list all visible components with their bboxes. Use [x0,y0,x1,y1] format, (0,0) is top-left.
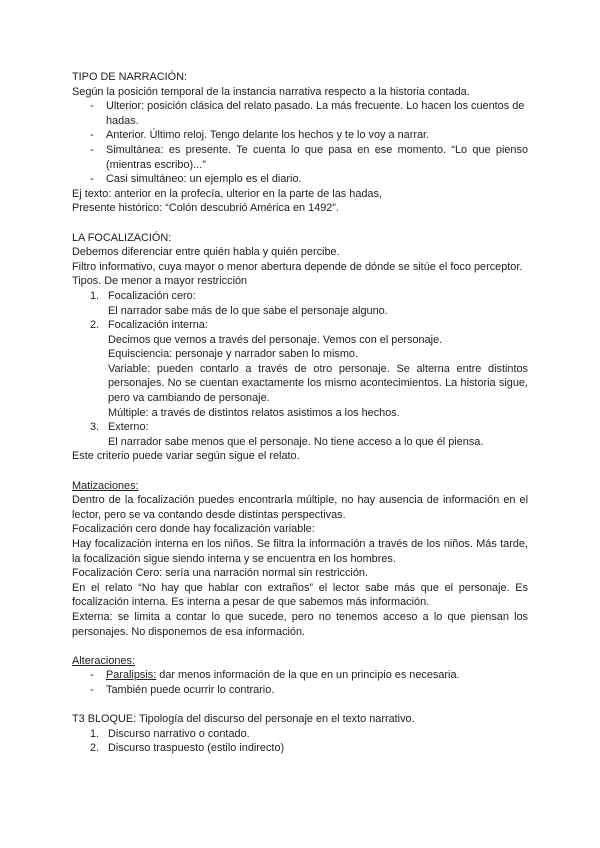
list-item: - Ulterior: posición clásica del relato pasado. La más frecuente. Lo hacen los cuentos de hadas. [90,100,525,127]
list-item: - Anterior. Último reloj. Tengo delante los hechos y te lo voy a narrar. [90,129,430,142]
list-item-detail: El narrador sabe menos que el personaje. No tiene acceso a lo que él piensa. [108,435,484,448]
list-item: - Casi simultáneo: un ejemplo es el diario. [90,173,302,186]
tipos-label: Tipos. De menor a mayor restricción [72,275,248,288]
tipo-narracion-intro: Según la posición temporal de la instancia narrativa respecto a la historia contada. [72,85,470,98]
list-item: - También puede ocurrir lo contrario. [90,683,275,696]
list-item-detail: Decimos que vemos a través del personaje. Vemos con el personaje. [108,333,443,346]
alteraciones-heading: Alteraciones: [72,654,135,667]
list-item: 2. Focalización interna: [90,319,208,332]
presente-historico: Presente histórico: “Colón descubrió América en 1492”. [72,202,339,215]
dash-bullet: - [90,669,94,682]
list-number: 1. [90,727,100,740]
dash-bullet: - [90,100,94,113]
paragraph: En el relato “No hay que hablar con extraños” el lector sabe más que el personaje. Es focalización interna. Es interna a pesar de que sabemos más información. [72,581,528,609]
dash-bullet: - [90,143,94,156]
document-page [72,70,528,756]
paragraph: Filtro informativo, cuya mayor o menor abertura depende de dónde se sitúe el foco perceptor. [72,260,523,273]
list-item: - Paralipsis: dar menos información de la que en un principio es necesaria. [90,669,460,682]
paralipsis-term: Paralipsis: [106,669,157,682]
list-number: 2. [90,319,100,332]
dash-bullet: - [90,129,94,142]
paragraph: Focalización cero donde hay focalización variable: [72,523,315,536]
paragraph: Este criterio puede variar según sigue el relato. [72,450,300,463]
focalizacion-heading: LA FOCALIZACIÓN: [72,231,172,244]
list-item-detail: El narrador sabe más de lo que sabe el personaje alguno. [108,304,388,317]
tipo-narracion-heading: TIPO DE NARRACIÓN: [72,71,187,83]
paragraph: Hay focalización interna en los niños. Se filtra la información a través de los niños. Más tarde, la focalización sigue siendo interna y se encuentra en los hombres. [72,538,528,565]
list-item: 3. Externo: [90,421,149,434]
matizaciones-heading: Matizaciones: [72,479,139,492]
t3-bloque-heading: T3 BLOQUE: Tipología del discurso del personaje en el texto narrativo. [72,713,415,726]
list-item-detail: Variable: pueden contarlo a través de otro personaje. Se alterna entre distintos personajes. No se cuentan exactamente los mismo acontecimientos. La historia sigue, pero va cambiando de personaje. [108,362,528,405]
list-item: 1. Discurso narrativo o contado. [90,727,250,740]
list-item: 1. Focalización cero: [90,289,196,302]
list-item-detail: Múltiple: a través de distintos relatos asistimos a los hechos. [108,406,400,419]
list-number: 2. [90,742,100,755]
paragraph: Dentro de la focalización puedes encontrarla múltiple, no hay ausencia de información en el lector, pero se va contando desde distintas perspectivas. [72,494,528,521]
list-item-detail: Equisciencia: personaje y narrador saben lo mismo. [108,348,359,361]
paragraph: Externa: se limita a contar lo que sucede, pero no tenemos acceso a lo que piensan los personajes. No disponemos de esa información. [72,610,528,638]
ejemplo-texto: Ej texto: anterior en la profecía, ulterior en la parte de las hadas, [72,187,382,200]
paragraph: Debemos diferenciar entre quién habla y quién percibe. [72,246,340,259]
paragraph: Focalización Cero: sería una narración normal sin restricción. [72,567,368,580]
dash-bullet: - [90,683,94,696]
dash-bullet: - [90,173,94,186]
list-item: - Simultánea: es presente. Te cuenta lo que pasa en ese momento. “Lo que pienso (mientras escribo)...” [90,143,528,171]
list-number: 1. [90,289,100,302]
list-number: 3. [90,421,100,434]
list-item: 2. Discurso traspuesto (estilo indirecto) [90,742,285,755]
